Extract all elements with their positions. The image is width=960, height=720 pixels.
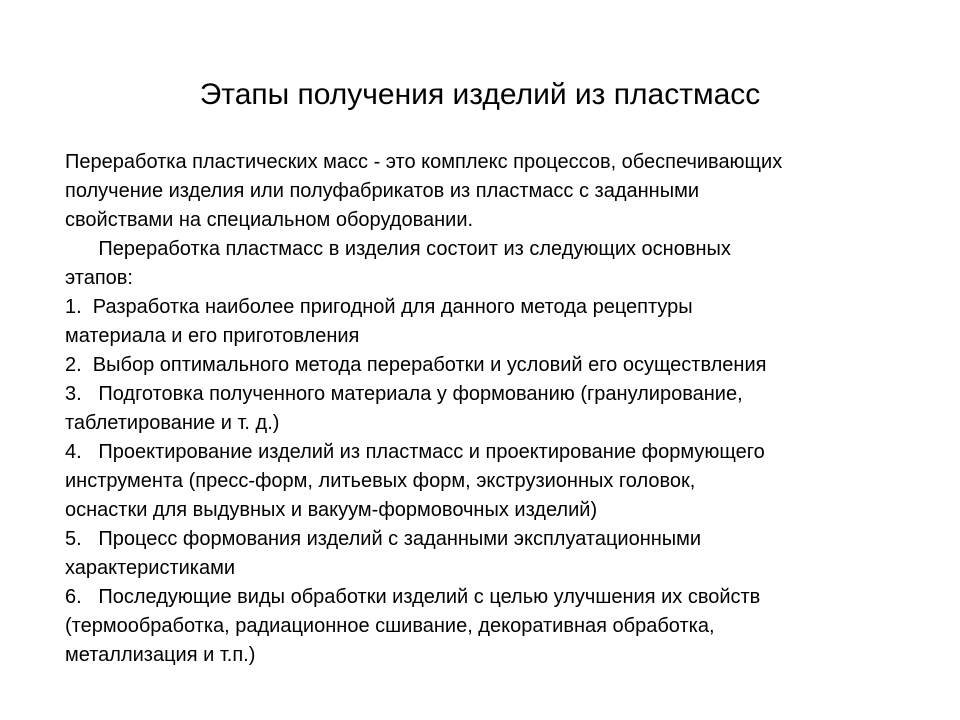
body-line: этапов: [65,267,133,289]
list-item-5: 5. Процесс формования изделий с заданными эксплуатационными [65,528,702,550]
list-item-4-continued: оснастки для выдувных и вакуум-формовочных изделий) [65,499,598,521]
body-line: Переработка пластмасс в изделия состоит из следующих основных [65,238,731,260]
list-item-1: 1. Разработка наиболее пригодной для данного метода рецептуры [65,296,693,318]
slide-body [65,148,945,670]
list-item-4-continued: инструмента (пресс-форм, литьевых форм, экструзионных головок, [65,470,696,492]
body-line: Переработка пластических масс - это комплекс процессов, обеспечивающих [65,151,783,173]
body-line: свойствами на специальном оборудовании. [65,209,474,231]
list-item-6-continued: металлизация и т.п.) [65,644,256,666]
list-item-3-continued: таблетирование и т. д.) [65,412,280,434]
slide-title: Этапы получения изделий из пластмасс [199,78,761,111]
list-item-1-continued: материала и его приготовления [65,325,360,347]
body-line: получение изделия или полуфабрикатов из пластмасс с заданными [65,180,699,202]
list-item-6: 6. Последующие виды обработки изделий с целью улучшения их свойств [65,586,761,608]
list-item-6-continued: (термообработка, радиационное сшивание, декоративная обработка, [65,615,715,637]
list-item-3: 3. Подготовка полученного материала у формованию (гранулирование, [65,383,743,405]
list-item-4: 4. Проектирование изделий из пластмасс и проектирование формующего [65,441,765,463]
list-item-5-continued: характеристиками [65,557,236,579]
list-item-2: 2. Выбор оптимального метода переработки и условий его осуществления [65,354,767,376]
